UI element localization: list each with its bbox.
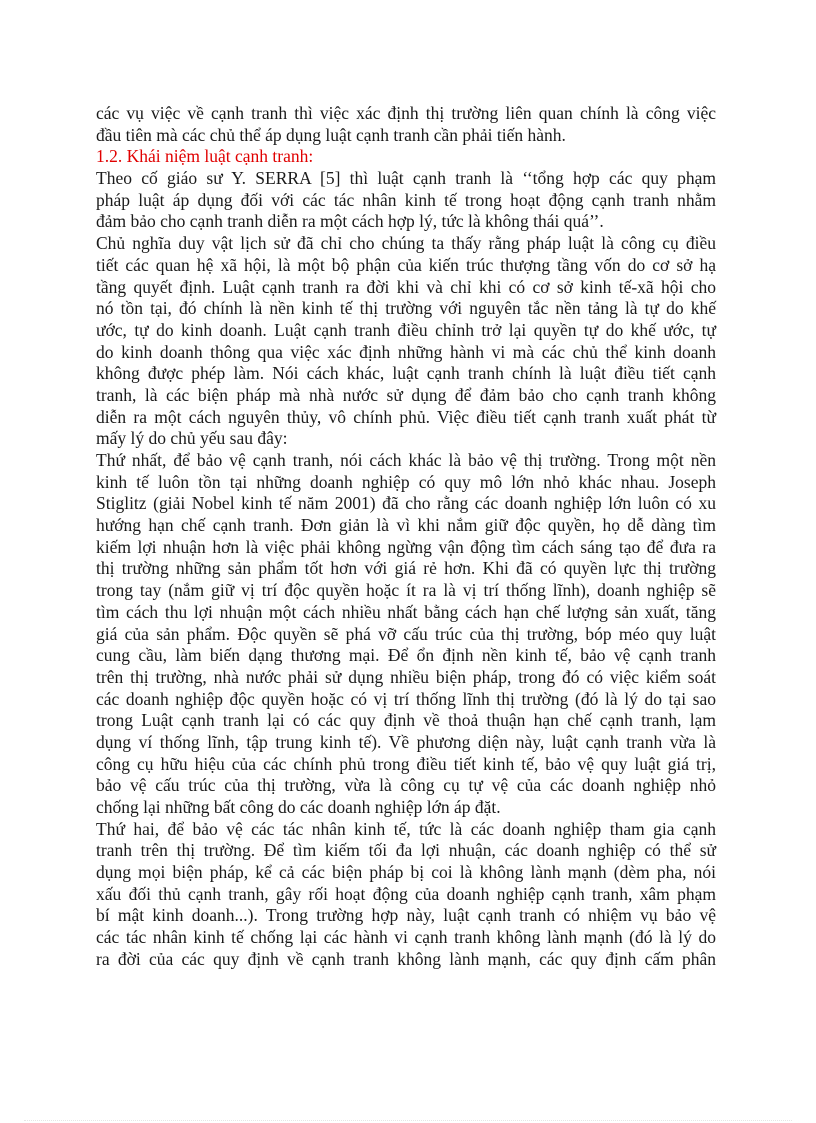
paragraph-line: dụng ví thống lĩnh, tập trung kinh tế). Về phương diện này, luật cạnh tranh vừa là	[96, 731, 716, 752]
page-bottom-divider	[24, 1120, 792, 1121]
paragraph-line: công cụ hữu hiệu của các chính phủ trong điều tiết kinh tế, bảo vệ quy luật giá trị,	[96, 753, 716, 774]
paragraph-line: tiết các quan hệ xã hội, là một bộ phận của kiến trúc thượng tầng vốn do cơ sở hạ	[96, 254, 716, 275]
paragraph-line: tranh trên thị trường. Để tìm kiếm tối đa lợi nhuận, các doanh nghiệp có thể sử	[96, 840, 716, 861]
paragraph-line: giá của sản phẩm. Độc quyền sẽ phá vỡ cấu trúc của thị trường, bóp méo quy luật	[96, 623, 716, 644]
paragraph-line: xấu đối thủ cạnh tranh, gây rối hoạt động của doanh nghiệp cạnh tranh, xâm phạm	[96, 883, 716, 904]
paragraph-line: Thứ nhất, để bảo vệ cạnh tranh, nói cách khác là bảo vệ thị trường. Trong một nền	[96, 450, 716, 470]
paragraph-line: Chủ nghĩa duy vật lịch sử đã chỉ cho chúng ta thấy rằng pháp luật là công cụ điều	[96, 233, 716, 254]
paragraph-line: ra đời của các quy định về cạnh tranh không lành mạnh, các quy định cấm phân	[96, 948, 716, 969]
paragraph-line: dụng mọi biện pháp, kể cả các biện pháp bị coi là không lành mạnh (dèm pha, nói	[96, 862, 716, 883]
paragraph-line: ước, tự do kinh doanh. Luật cạnh tranh điều chỉnh trở lại quyền tự do khế ước, tự	[96, 319, 716, 340]
paragraph-line: Thứ hai, để bảo vệ các tác nhân kinh tế, tức là các doanh nghiệp tham gia cạnh	[96, 818, 716, 839]
paragraph-line: pháp luật áp dụng đối với các tác nhân kinh tế trong hoạt động cạnh tranh nhằm	[96, 189, 716, 210]
paragraph-line: Stiglitz (giải Nobel kinh tế năm 2001) đã cho rằng các doanh nghiệp lớn luôn có xu	[96, 493, 716, 514]
paragraph-line: mấy lý do chủ yếu sau đây:	[96, 428, 288, 449]
paragraph-line: các vụ việc về cạnh tranh thì việc xác định thị trường liên quan chính là công việc	[96, 103, 716, 123]
paragraph-line: cung cầu, làm biến dạng thương mại. Để ổn định nền kinh tế, bảo vệ cạnh tranh	[96, 645, 716, 666]
paragraph-line: tranh, là các biện pháp mà nhà nước sử dụng để đảm bảo cho cạnh tranh không	[96, 384, 716, 405]
document-page	[96, 103, 716, 971]
paragraph-line: đầu tiên mà các chủ thể áp dụng luật cạnh tranh cần phải tiến hành.	[96, 124, 566, 145]
paragraph-line: diễn ra một cách nguyên thủy, vô chính phủ. Việc điều tiết cạnh tranh xuất phát từ	[96, 406, 716, 427]
section-heading: 1.2. Khái niệm luật cạnh tranh:	[96, 146, 314, 167]
paragraph-line: các tác nhân kinh tế chống lại các hành vi cạnh tranh không lành mạnh (đó là lý do	[96, 927, 716, 948]
paragraph-line: bảo vệ cấu trúc của thị trường, vừa là công cụ tự vệ của các doanh nghiệp nhỏ	[96, 775, 716, 796]
paragraph-line: trong Luật cạnh tranh lại có các quy định về thoả thuận hạn chế cạnh tranh, lạm	[96, 710, 716, 731]
paragraph-line: tầng quyết định. Luật cạnh tranh ra đời khi và chỉ khi có cơ sở kinh tế-xã hội cho	[96, 276, 716, 297]
paragraph-line: tìm cách thu lợi nhuận một cách nhiều nhất bằng cách hạn chế lượng sản xuất, tăng	[96, 601, 716, 622]
paragraph-line: thị trường những sản phẩm tốt hơn với giá rẻ hơn. Khi đã có quyền lực thị trường	[96, 558, 716, 579]
paragraph-line: chống lại những bất công do các doanh nghiệp lớn áp đặt.	[96, 797, 501, 817]
paragraph-line: hướng hạn chế cạnh tranh. Đơn giản là vì khi nắm giữ độc quyền, họ dễ dàng tìm	[96, 515, 716, 536]
paragraph-line: do kinh doanh thông qua việc xác định những hành vi mà các chủ thể kinh doanh	[96, 341, 716, 362]
paragraph-line: nó tồn tại, đó chính là nền kinh tế thị trường với nguyên tắc nền tảng là tự do khế	[96, 298, 716, 319]
paragraph-line: Theo cố giáo sư Y. SERRA [5] thì luật cạnh tranh là ‘‘tổng hợp các quy phạm	[96, 168, 716, 189]
paragraph-line: đảm bảo cho cạnh tranh diễn ra một cách hợp lý, tức là không thái quá’’.	[96, 211, 604, 232]
paragraph-line: trên thị trường, nhà nước phải sử dụng nhiều biện pháp, trong đó có việc kiểm soát	[96, 666, 716, 687]
paragraph-line: trong tay (nắm giữ vị trí độc quyền hoặc ít ra là vị trí thống lĩnh), doanh nghiệp sẽ	[96, 580, 716, 601]
paragraph-line: bí mật kinh doanh...). Trong trường hợp này, luật cạnh tranh có nhiệm vụ bảo vệ	[96, 905, 716, 926]
paragraph-line: các doanh nghiệp độc quyền hoặc có vị trí thống lĩnh thị trường (đó là lý do tại sao	[96, 688, 716, 709]
paragraph-line: không được phép làm. Nói cách khác, luật cạnh tranh chính là luật điều tiết cạnh	[96, 363, 716, 384]
paragraph-line: kinh tế luôn tồn tại những doanh nghiệp có quy mô lớn nhỏ khác nhau. Joseph	[96, 471, 716, 492]
paragraph-line: kiếm lợi nhuận hơn là việc phải không ngừng vận động tìm cách sáng tạo để đưa ra	[96, 536, 716, 557]
